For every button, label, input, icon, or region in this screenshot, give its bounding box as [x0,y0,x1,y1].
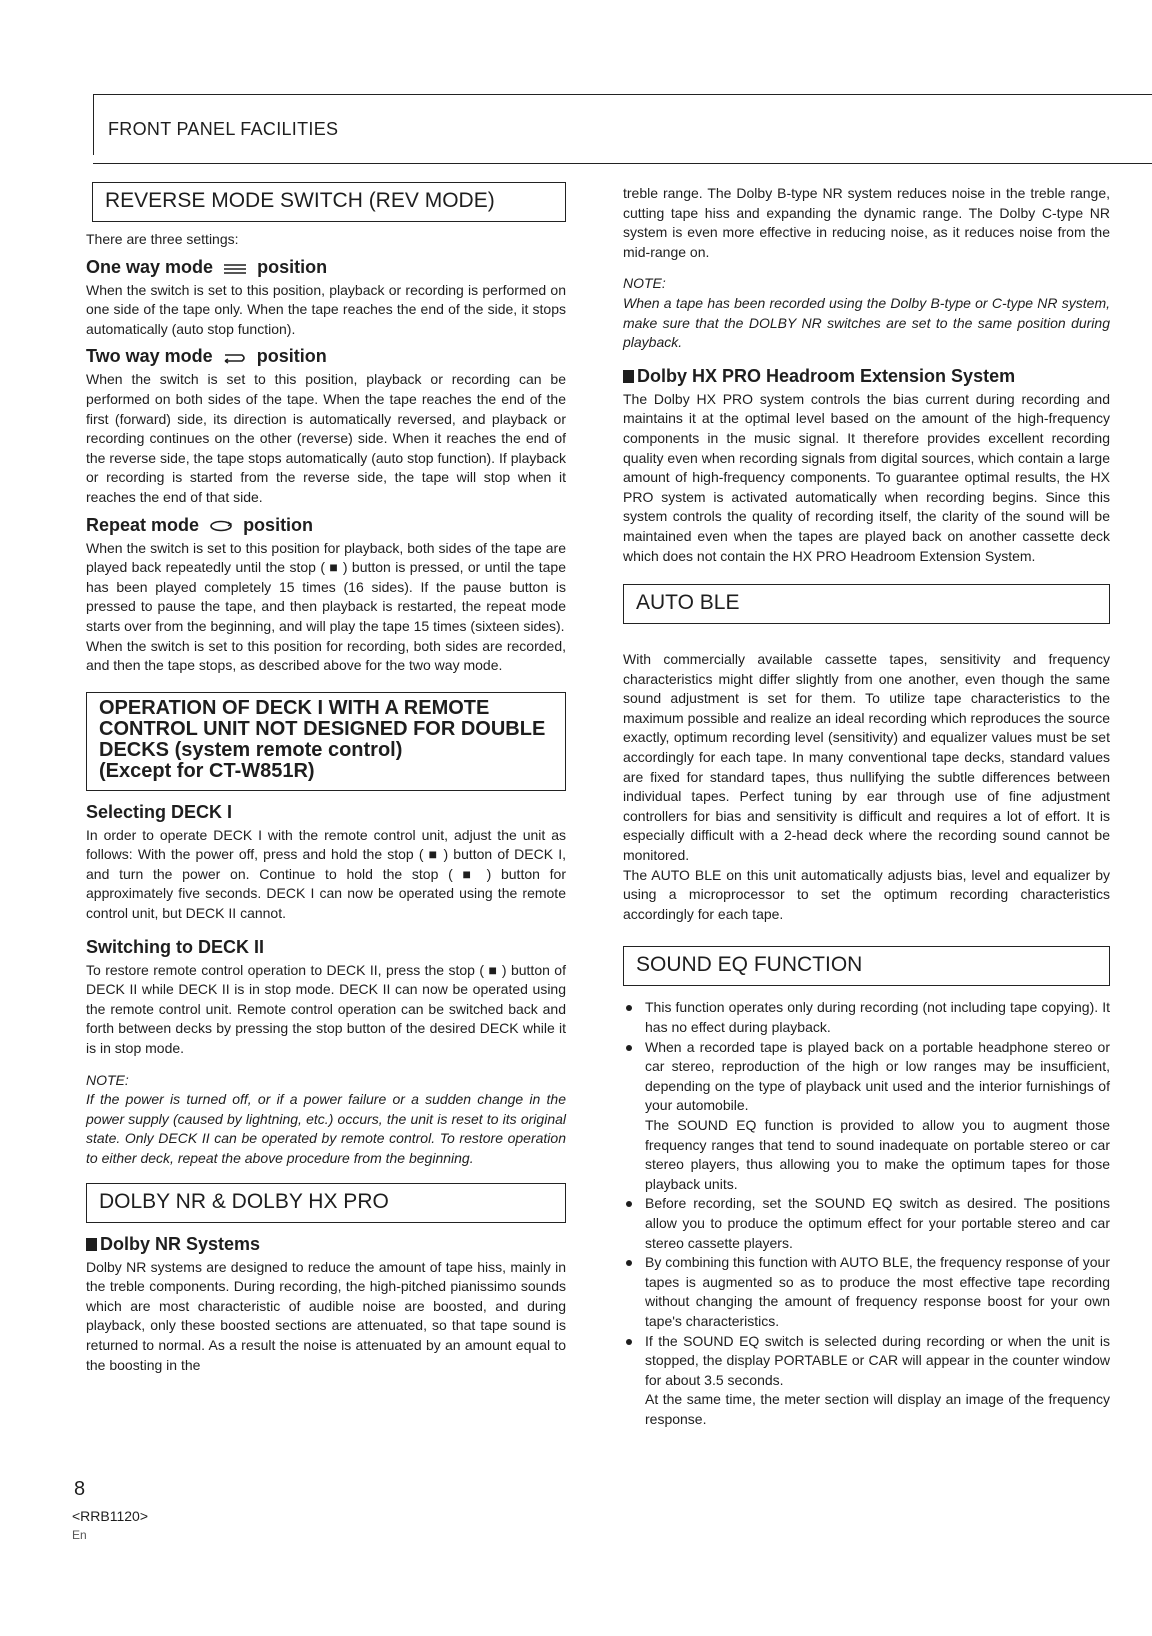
page-section-title: FRONT PANEL FACILITIES [108,119,339,139]
dolby-hx-heading: Dolby HX PRO Headroom Extension System [623,365,1110,387]
switching-deck-body: To restore remote control operation to DECK II, press the stop ( ■ ) button of DECK II while DECK II is in stop mode. DECK II can now be operated using the remote control unit. Remote control operation can be switched back and forth between decks by pressing the stop button of the desired DECK while it is in stop mode. [86,961,566,1057]
document-code: <RRB1120> [72,1508,149,1524]
right-column [623,184,1110,1429]
switching-deck-heading: Switching to DECK II [86,936,264,957]
note-body-left: If the power is turned off, or if a power failure or a sudden change in the power supply (caused by lightning, etc.) occurs, the unit is reset to its original state. Only DECK II can be operated by remote control. To restore operation to either deck, repeat the above procedure from the beginning. [86,1091,566,1166]
one-way-heading: One way mode position [86,256,328,277]
dolby-hx-body: The Dolby HX PRO system controls the bias current during recording and maintains it at the optimal level based on the amount of the high-frequency components in the music signal. It therefore provides excellent recording quality even when recording signals from digital sources, which contain a large amount of high-frequency components. To guarantee optimal results, the HX PRO system is activated automatically when recording begins. Since this system controls the quality of recording itself, the clarity of the sound will be maintained even when the tapes are played back on another cassette deck which does not contain the HX PRO Headroom Extension System. [623,390,1110,564]
header-rule [93,163,1152,164]
left-column [86,182,566,1375]
selecting-deck-body: In order to operate DECK I with the remote control unit, adjust the unit as follows: With the power off, press and hold the stop ( ■ ) button of DECK I, and turn the power on. Continue to hold the stop ( ■ ) button for approximately five seconds. DECK I can now be operated using the remote control unit, but DECK II cannot. [86,826,566,922]
selecting-deck-heading: Selecting DECK I [86,801,233,822]
list-item: When a recorded tape is played back on a portable headphone stereo or car stereo, reproduction of the high or low ranges may be insufficient, depending on the type of playback unit used and the interior furnishings of your automobile. The SOUND EQ function is provided to allow you to augment those frequency ranges that tend to sound inadequate on portable stereo or car stereo players, thus allowing you to make the optimum tapes for those playback units. [623,1038,1110,1195]
auto-ble-title: AUTO BLE [623,584,1110,624]
square-bullet-icon [623,370,634,383]
sound-eq-title: SOUND EQ FUNCTION [623,946,1110,986]
repeat-body-1: When the switch is set to this position for playback, both sides of the tape are played back repeatedly until the stop ( ■ ) button is pressed, or until the tape has been played completely 15 times (16 sides). If the pause button is pressed to pause the tape, and then playback is restarted, the repeat mode starts over from the beginning, and will play the tape 15 times (sixteen sides). [86,539,566,634]
auto-ble-body-2: The AUTO BLE on this unit automatically adjusts bias, level and equalizer by using a microprocessor to set the optimum recording characteristics accordingly for each tape. [623,866,1110,922]
repeat-body-2: When the switch is set to this position for recording, both sides are recorded, and then the tape stops, as described above for the two way mode. [86,637,566,674]
list-item: This function operates only during recording (not including tape copying). It has no effect during playback. [623,998,1110,1037]
dolby-nr-body: Dolby NR systems are designed to reduce the amount of tape hiss, mainly in the treble components. During recording, the high-pitched pianissimo sounds which are most characteristic of audible noise are boosted, and during playback, only these boosted sections are attenuated, so that tape sound is returned to normal. As a result the noise is attenuated by an amount equal to the boosting in the [86,1258,566,1373]
note-label-left: NOTE: [86,1071,129,1088]
dolby-title: DOLBY NR & DOLBY HX PRO [86,1183,566,1223]
repeat-heading: Repeat mode position [86,514,314,535]
language-code: En [72,1528,87,1542]
list-item: Before recording, set the SOUND EQ switch as desired. The positions allow you to produce the optimum effect for your portable stereo and car stereo cassette players. [623,1194,1110,1253]
list-item: By combining this function with AUTO BLE, the frequency response of your tapes is augmented so as to produce the most effective tape recording without changing the amount of frequency response boost for your own tape's characteristics. [623,1253,1110,1331]
note-body-right: When a tape has been recorded using the Dolby B-type or C-type NR system, make sure that the DOLBY NR switches are set to the same position during playback. [623,294,1110,351]
page-number: 8 [74,1478,86,1500]
one-way-body: When the switch is set to this position, playback or recording is performed on one side of the tape only. When the tape reaches the end of the side, it stops automatically (auto stop function). [86,281,566,337]
note-label-right: NOTE: [623,275,666,292]
two-way-body: When the switch is set to this position, playback or recording can be performed on both sides of the tape. When the tape reaches the end of the first (forward) side, its direction is automatically reversed, and playback or recording continues on the other (reverse) side. When it reaches the end of the reverse side, the tape stops automatically (auto stop function). If playback or recording is started from the reverse side, the tape will stop when it reaches the end of that side. [86,371,566,505]
dolby-continued-body: treble range. The Dolby B-type NR system reduces noise in the treble range, cutting tape hiss and expanding the dynamic range. The Dolby C-type NR system is even more effective in reducing noise, as it reduces noise from the mid-range on. [623,185,1110,260]
operation-title: OPERATION OF DECK I WITH A REMOTE CONTROL UNIT NOT DESIGNED FOR DOUBLE DECKS (system remote control) (Except for CT-W851R) [86,692,566,791]
auto-ble-body-1: With commercially available cassette tapes, sensitivity and frequency characteristics might differ slightly from one another, even though the same sound adjustment is set for them. To utilize tape characteristics to the maximum possible and realize an ideal recording which reproduces the source exactly, optimum recording level (sensitivity) and equalizer values must be set accordingly for each tape. In many conventional tape decks, standard values are fixed for standard tapes, thus nullifying the subtle differences between individual tapes. Perfect tuning by ear through use of fine adjustment controllers for bias and sensitivity is difficult and requires a lot of effort. It is especially difficult with a 2-head deck where the recording sound cannot be monitored. [623,651,1110,864]
square-bullet-icon [86,1238,97,1251]
repeat-mode-icon [208,520,234,532]
dolby-nr-heading: Dolby NR Systems [86,1233,566,1255]
reverse-mode-title: REVERSE MODE SWITCH (REV MODE) [92,182,566,222]
list-item: If the SOUND EQ switch is selected during recording or when the unit is stopped, the display PORTABLE or CAR will appear in the counter window for about 3.5 seconds. At the same time, the meter section will display an image of the frequency response. [623,1332,1110,1430]
reverse-intro: There are three settings: [86,231,239,247]
sound-eq-list [623,998,1110,1429]
one-way-mode-icon [222,262,248,274]
two-way-heading: Two way mode position [86,346,327,367]
two-way-mode-icon [222,352,248,364]
